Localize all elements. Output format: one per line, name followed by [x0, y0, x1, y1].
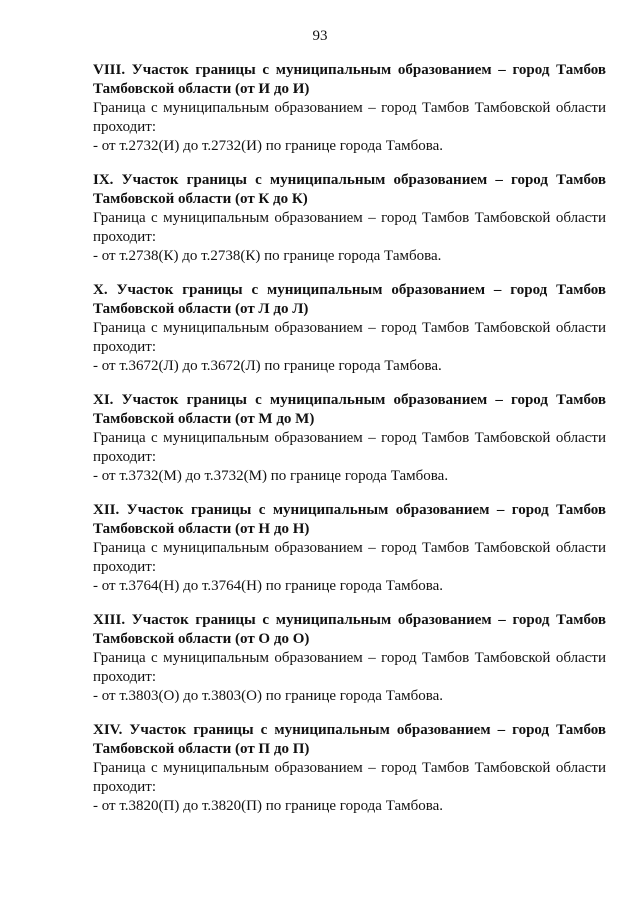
section-heading: XII. Участок границы с муниципальным образованием – город Тамбов Тамбовской области (от Н до Н)	[93, 502, 606, 537]
section-heading: XI. Участок границы с муниципальным образованием – город Тамбов Тамбовской области (от М до М)	[93, 392, 606, 427]
section-heading: IX. Участок границы с муниципальным образованием – город Тамбов Тамбовской области (от К до К)	[93, 172, 606, 207]
section-intro: Граница с муниципальным образованием – город Тамбов Тамбовской области проходит:	[93, 430, 606, 465]
section-route: - от т.3764(Н) до т.3764(Н) по границе города Тамбова.	[93, 578, 444, 594]
section-intro: Граница с муниципальным образованием – город Тамбов Тамбовской области проходит:	[93, 760, 606, 795]
section-intro: Граница с муниципальным образованием – город Тамбов Тамбовской области проходит:	[93, 100, 606, 135]
section-route: - от т.2732(И) до т.2732(И) по границе города Тамбова.	[93, 138, 444, 154]
section-route: - от т.3820(П) до т.3820(П) по границе города Тамбова.	[93, 798, 444, 814]
section-intro: Граница с муниципальным образованием – город Тамбов Тамбовской области проходит:	[93, 650, 606, 685]
section-viii	[93, 61, 606, 156]
section-heading: X. Участок границы с муниципальным образованием – город Тамбов Тамбовской области (от Л до Л)	[93, 282, 606, 317]
section-heading: XIV. Участок границы с муниципальным образованием – город Тамбов Тамбовской области (от П до П)	[93, 722, 606, 757]
section-xi	[93, 391, 606, 486]
boundary-sections	[93, 61, 606, 831]
section-intro: Граница с муниципальным образованием – город Тамбов Тамбовской области проходит:	[93, 210, 606, 245]
section-route: - от т.3672(Л) до т.3672(Л) по границе города Тамбова.	[93, 358, 442, 374]
section-intro: Граница с муниципальным образованием – город Тамбов Тамбовской области проходит:	[93, 320, 606, 355]
section-xiii	[93, 611, 606, 706]
section-x	[93, 281, 606, 376]
section-xii	[93, 501, 606, 596]
section-route: - от т.3732(М) до т.3732(М) по границе города Тамбова.	[93, 468, 449, 484]
section-intro: Граница с муниципальным образованием – город Тамбов Тамбовской области проходит:	[93, 540, 606, 575]
section-ix	[93, 171, 606, 266]
section-heading: XIII. Участок границы с муниципальным образованием – город Тамбов Тамбовской области (от О до О)	[93, 612, 606, 647]
section-heading: VIII. Участок границы с муниципальным образованием – город Тамбов Тамбовской области (от И до И)	[93, 62, 606, 97]
page-number: 93	[312, 28, 328, 44]
section-route: - от т.2738(К) до т.2738(К) по границе города Тамбова.	[93, 248, 442, 264]
section-xiv	[93, 721, 606, 816]
section-route: - от т.3803(О) до т.3803(О) по границе города Тамбова.	[93, 688, 444, 704]
